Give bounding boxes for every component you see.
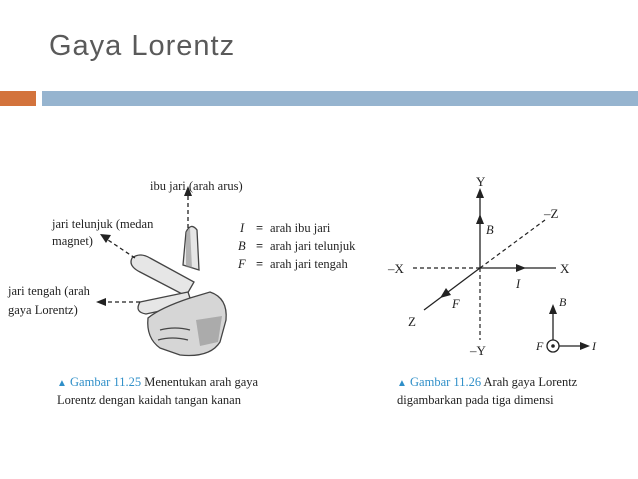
caption-left — [57, 374, 297, 409]
caption-right-marker: ▲ — [397, 378, 407, 389]
legend-sym-i: I — [240, 221, 245, 235]
f-vector-label: F — [452, 297, 460, 311]
inset-f-label: F — [536, 339, 544, 353]
caption-right-line2: digambarkan pada tiga dimensi — [397, 393, 554, 407]
middle-arrowhead — [96, 298, 106, 306]
middle-label-line2: gaya Lorentz) — [8, 303, 78, 317]
title-rule-accent — [0, 91, 36, 106]
neg-x-label: –X — [388, 261, 404, 276]
inset-diagram — [535, 295, 597, 353]
x-label: X — [560, 261, 570, 276]
caption-right-number: Gambar 11.26 — [410, 375, 482, 389]
legend-eq-f: = — [256, 257, 264, 271]
b-vector-arrowhead — [476, 214, 484, 224]
title-rule — [42, 91, 638, 106]
legend-sym-b: B — [238, 239, 246, 253]
inset-f-dot — [551, 344, 555, 348]
inset-i-label: I — [592, 339, 596, 353]
caption-left-line2: Lorentz dengan kaidah tangan kanan — [57, 393, 241, 407]
neg-z-label: –Z — [544, 206, 559, 221]
inset-i-arrowhead — [580, 342, 590, 350]
legend-eq-b: = — [256, 239, 264, 253]
neg-y-label: –Y — [470, 343, 486, 358]
caption-left-number: Gambar 11.25 — [70, 375, 142, 389]
z-label: Z — [408, 314, 416, 329]
slide-title: Gaya Lorentz — [49, 30, 236, 62]
legend-text-i: arah ibu jari — [270, 221, 331, 235]
b-vector-label: B — [486, 223, 494, 237]
caption-right-line1: Arah gaya Lorentz — [483, 375, 578, 389]
inset-b-label: B — [559, 295, 567, 309]
caption-left-marker: ▲ — [57, 378, 67, 389]
legend-sym-f: F — [238, 257, 246, 271]
caption-left-line1: Menentukan arah gaya — [144, 375, 259, 389]
right-hand-rule-figure — [0, 170, 380, 370]
caption-right — [397, 374, 617, 409]
y-axis-arrowhead — [476, 188, 484, 198]
legend-eq-i: = — [256, 221, 264, 235]
middle-label-line1: jari tengah (arah — [8, 284, 90, 298]
index-arrow — [108, 240, 135, 258]
lorentz-3d-figure — [380, 170, 630, 370]
legend-text-b: arah jari telunjuk — [270, 239, 356, 253]
legend-text-f: arah jari tengah — [270, 257, 348, 271]
index-label-line1: jari telunjuk (medan — [52, 217, 154, 231]
i-vector-arrowhead — [516, 264, 526, 272]
i-vector-label: I — [516, 277, 521, 291]
y-label: Y — [476, 174, 486, 189]
thumb-label: ibu jari (arah arus) — [150, 179, 243, 193]
f-vector-arrowhead — [440, 288, 451, 298]
legend — [237, 221, 356, 271]
index-label-line2: magnet) — [52, 234, 93, 248]
inset-b-arrowhead — [549, 304, 557, 314]
